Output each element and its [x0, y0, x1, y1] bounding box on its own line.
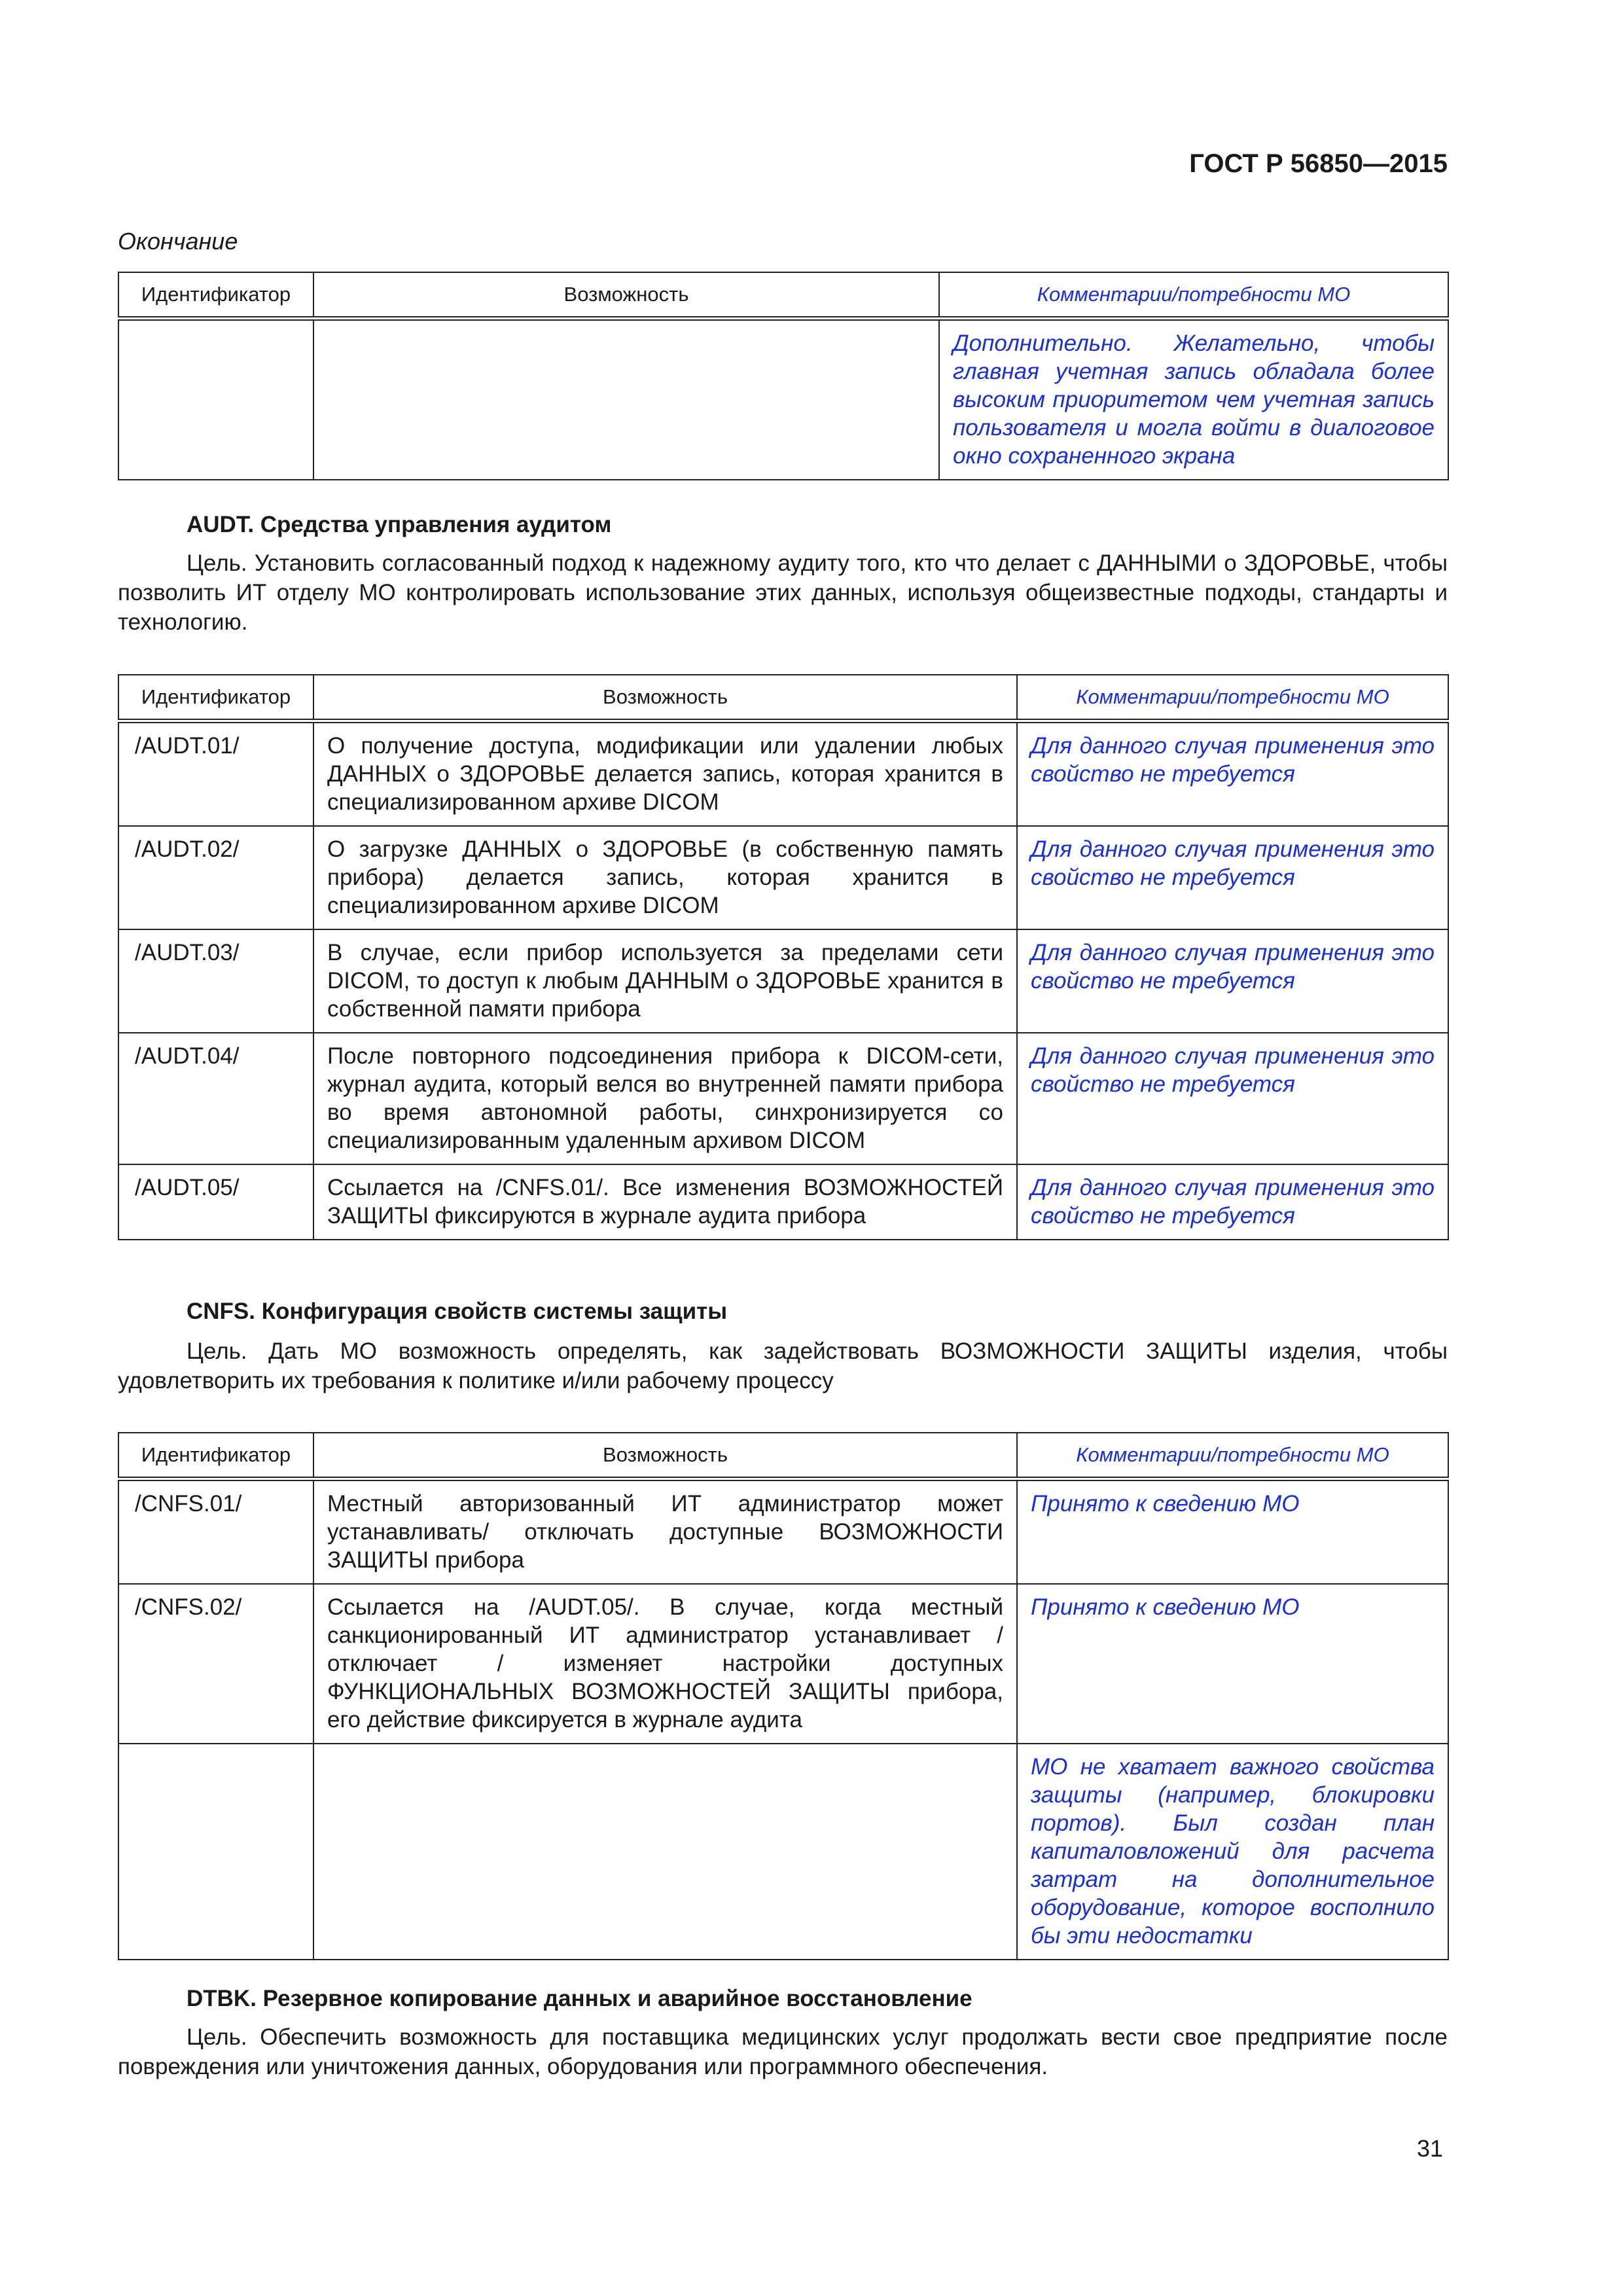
table-header-row: [118, 675, 1448, 721]
cell-id: /AUDT.04/: [118, 1033, 313, 1164]
cell-id: /AUDT.05/: [118, 1164, 313, 1240]
audt-table: [118, 674, 1449, 1240]
table-row: [118, 319, 1448, 480]
cell-comment: Для данного случая применения это свойство не требуется: [1017, 1164, 1448, 1240]
table-row: [118, 929, 1448, 1033]
cell-capability: О получение доступа, модификации или удалении любых ДАННЫХ о ЗДОРОВЬЕ делается запись, которая хранится в специализированном архиве DICOM: [313, 721, 1017, 827]
cell-id: [118, 1744, 313, 1960]
col-header-id: Идентификатор: [118, 1433, 313, 1479]
cell-id: /CNFS.02/: [118, 1584, 313, 1744]
table-row: [118, 1033, 1448, 1164]
cell-comment: Для данного случая применения это свойство не требуется: [1017, 929, 1448, 1033]
cell-comment: Для данного случая применения это свойство не требуется: [1017, 721, 1448, 827]
dtbk-heading: DTBK. Резервное копирование данных и аварийное восстановление: [187, 1986, 972, 2011]
table-row: [118, 1164, 1448, 1240]
cell-capability: Ссылается на /AUDT.05/. В случае, когда местный санкционированный ИТ администратор устанавливает / отключает / изменяет настройки доступных ФУНКЦИОНАЛЬНЫХ ВОЗМОЖНОСТЕЙ ЗАЩИТЫ прибора, его действие фиксируется в журнале аудита: [313, 1584, 1017, 1744]
col-header-id: Идентификатор: [118, 675, 313, 721]
col-header-capability: Возможность: [313, 1433, 1017, 1479]
col-header-comments: Комментарии/потребности МО: [1017, 675, 1448, 721]
cnfs-heading: CNFS. Конфигурация свойств системы защиты: [187, 1299, 728, 1324]
continuation-label: Окончание: [118, 228, 238, 255]
audt-goal: Цель. Установить согласованный подход к надежному аудиту того, кто что делает с ДАННЫМИ о ЗДОРОВЬЕ, чтобы позволить ИТ отделу МО контролировать использование этих данных, используя общеизвестные подходы, стандарты и технологию.: [118, 550, 1448, 635]
cnfs-goal: Цель. Дать МО возможность определять, как задействовать ВОЗМОЖНОСТИ ЗАЩИТЫ изделия, чтобы удовлетворить их требования к политике и/или рабочему процессу: [118, 1338, 1448, 1393]
table-row: [118, 826, 1448, 929]
standard-number: ГОСТ Р 56850—2015: [1189, 149, 1448, 178]
cell-comment: Принято к сведению МО: [1017, 1479, 1448, 1585]
continuation-table: [118, 272, 1449, 480]
cell-comment: Дополнительно. Желательно, чтобы главная учетная запись обладала более высоким приоритетом чем учетная запись пользователя и могла войти в диалоговое окно сохраненного экрана: [939, 319, 1448, 480]
dtbk-goal: Цель. Обеспечить возможность для поставщика медицинских услуг продолжать вести свое предприятие после повреждения или уничтожения данных, оборудования или программного обеспечения.: [118, 2024, 1448, 2079]
col-header-capability: Возможность: [313, 675, 1017, 721]
cell-capability: Ссылается на /CNFS.01/. Все изменения ВОЗМОЖНОСТЕЙ ЗАЩИТЫ фиксируются в журнале аудита прибора: [313, 1164, 1017, 1240]
cell-capability: В случае, если прибор используется за пределами сети DICOM, то доступ к любым ДАННЫМ о ЗДОРОВЬЕ хранится в собственной памяти прибора: [313, 929, 1017, 1033]
cell-comment: Для данного случая применения это свойство не требуется: [1017, 1033, 1448, 1164]
cell-id: [118, 319, 313, 480]
cell-comment: Для данного случая применения это свойство не требуется: [1017, 826, 1448, 929]
col-header-comments: Комментарии/потребности МО: [1017, 1433, 1448, 1479]
cell-id: /AUDT.03/: [118, 929, 313, 1033]
cell-capability: Местный авторизованный ИТ администратор может устанавливать/ отключать доступные ВОЗМОЖНОСТИ ЗАЩИТЫ прибора: [313, 1479, 1017, 1585]
col-header-id: Идентификатор: [118, 272, 313, 319]
table-row: [118, 721, 1448, 827]
table-row: [118, 1584, 1448, 1744]
col-header-comments: Комментарии/потребности МО: [939, 272, 1448, 319]
col-header-capability: Возможность: [313, 272, 939, 319]
cell-comment: МО не хватает важного свойства защиты (например, блокировки портов). Был создан план капиталовложений для расчета затрат на дополнительное оборудование, которое восполнило бы эти недостатки: [1017, 1744, 1448, 1960]
cell-id: /AUDT.02/: [118, 826, 313, 929]
cell-comment: Принято к сведению МО: [1017, 1584, 1448, 1744]
cell-capability: [313, 319, 939, 480]
table-row: [118, 1744, 1448, 1960]
cell-capability: О загрузке ДАННЫХ о ЗДОРОВЬЕ (в собственную память прибора) делается запись, которая хранится в специализированном архиве DICOM: [313, 826, 1017, 929]
cell-id: /AUDT.01/: [118, 721, 313, 827]
cell-id: /CNFS.01/: [118, 1479, 313, 1585]
cell-capability: [313, 1744, 1017, 1960]
table-row: [118, 1479, 1448, 1585]
table-header-row: [118, 272, 1448, 319]
cell-capability: После повторного подсоединения прибора к DICOM-сети, журнал аудита, который велся во внутренней памяти прибора во время автономной работы, синхронизируется со специализированным удаленным архивом DICOM: [313, 1033, 1017, 1164]
table-header-row: [118, 1433, 1448, 1479]
audt-heading: AUDT. Средства управления аудитом: [187, 512, 612, 537]
page-number: 31: [1416, 2135, 1443, 2162]
cnfs-table: [118, 1432, 1449, 1960]
